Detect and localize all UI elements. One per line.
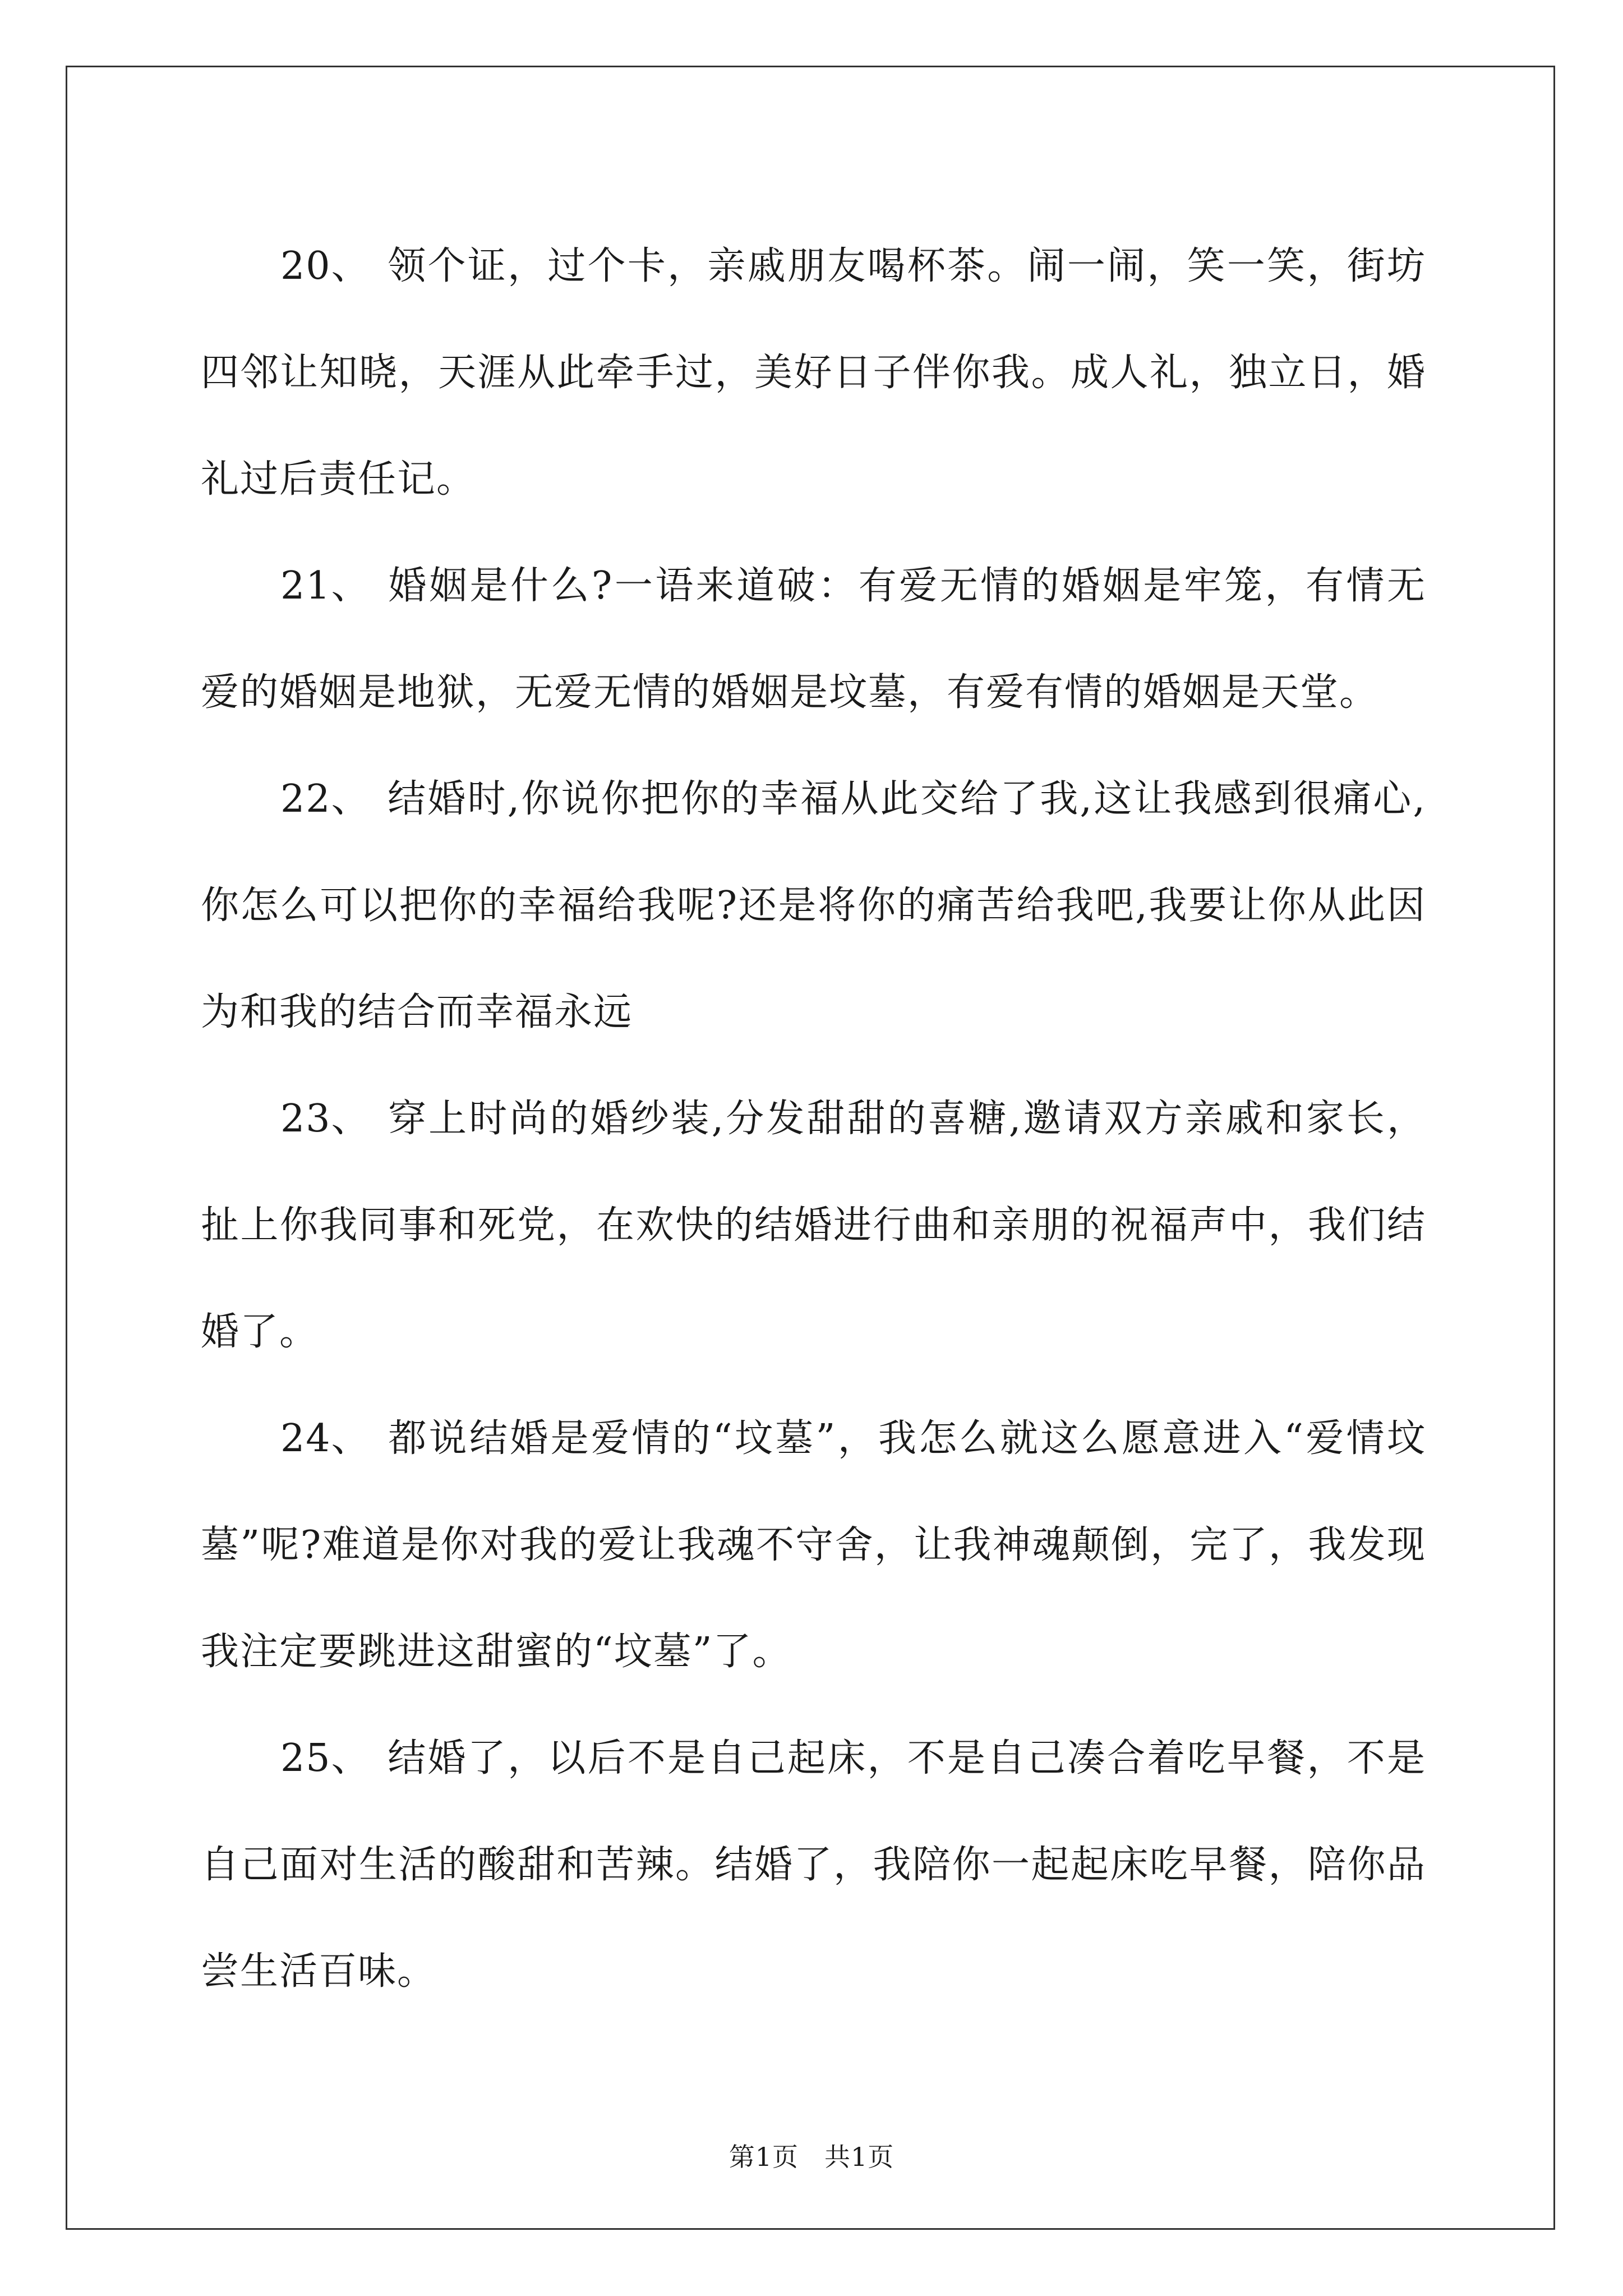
paragraph-20 bbox=[201, 213, 1426, 533]
paragraph-number: 21、 bbox=[280, 564, 371, 608]
paragraph-text: 婚姻是什么?一语来道破：有爱无情的婚姻是牢笼，有情无爱的婚姻是地狱，无爱无情的婚姻是坟墓，有爱有情的婚姻是天堂。 bbox=[201, 564, 1426, 715]
page-number: 第1页 bbox=[728, 2142, 799, 2172]
paragraph-25 bbox=[201, 1705, 1426, 2025]
paragraph-22 bbox=[201, 746, 1426, 1066]
paragraph-text: 结婚时,你说你把你的幸福从此交给了我,这让我感到很痛心,你怎么可以把你的幸福给我呢?还是将你的痛苦给我吧,我要让你从此因为和我的结合而幸福永远 bbox=[201, 777, 1426, 1034]
paragraph-23 bbox=[201, 1066, 1426, 1386]
paragraph-21 bbox=[201, 533, 1426, 746]
paragraph-number: 23、 bbox=[280, 1097, 371, 1141]
paragraph-text: 穿上时尚的婚纱装,分发甜甜的喜糖,邀请双方亲戚和家长，扯上你我同事和死党，在欢快的结婚进行曲和亲朋的祝福声中，我们结婚了。 bbox=[201, 1097, 1426, 1354]
paragraph-text: 领个证，过个卡，亲戚朋友喝杯茶。闹一闹，笑一笑，街坊四邻让知晓，天涯从此牵手过，美好日子伴你我。成人礼，独立日，婚礼过后责任记。 bbox=[201, 244, 1426, 501]
paragraph-number: 20、 bbox=[280, 244, 371, 288]
paragraph-24 bbox=[201, 1386, 1426, 1705]
paragraph-number: 25、 bbox=[280, 1736, 371, 1780]
page-total: 共1页 bbox=[824, 2142, 895, 2172]
page-footer bbox=[0, 2140, 1623, 2174]
document-body bbox=[201, 213, 1426, 2025]
paragraph-text: 都说结婚是爱情的“坟墓”，我怎么就这么愿意进入“爱情坟墓”呢?难道是你对我的爱让我魂不守舍，让我神魂颠倒，完了，我发现我注定要跳进这甜蜜的“坟墓”了。 bbox=[201, 1416, 1426, 1674]
paragraph-number: 24、 bbox=[280, 1416, 371, 1461]
paragraph-number: 22、 bbox=[280, 777, 371, 821]
paragraph-text: 结婚了，以后不是自己起床，不是自己凑合着吃早餐，不是自己面对生活的酸甜和苦辣。结婚了，我陪你一起起床吃早餐，陪你品尝生活百味。 bbox=[201, 1736, 1426, 1994]
